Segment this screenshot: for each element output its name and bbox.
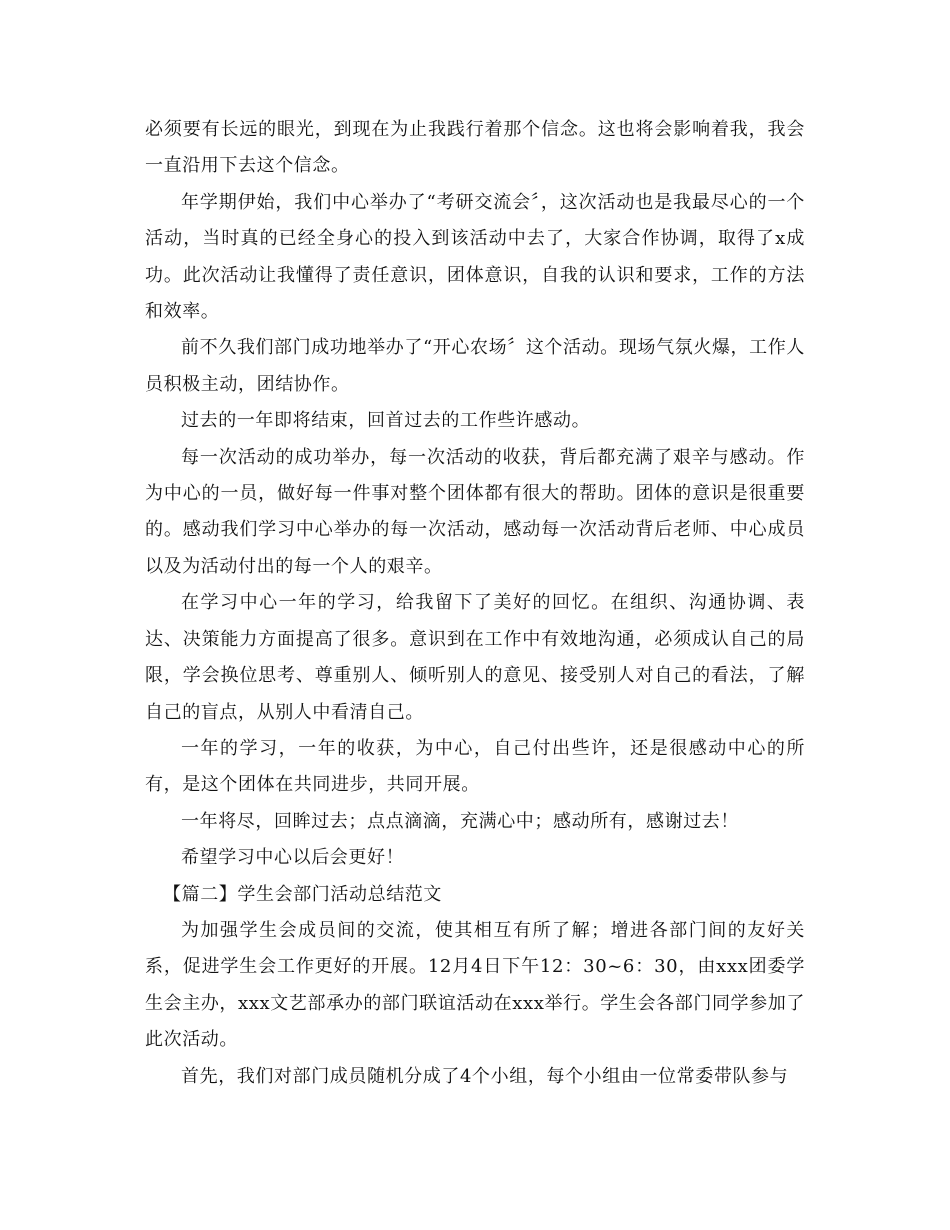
paragraph-happy-farm: 前不久我们部门成功地举办了“开心农场〞这个活动。现场气氛火爆，工作人员积极主动，团结协作。 xyxy=(145,337,805,395)
document-body xyxy=(145,112,805,1095)
paragraph-hope: 希望学习中心以后会更好！ xyxy=(181,847,405,869)
paragraph-year-of-study: 一年的学习，一年的收获，为中心，自己付出些许，还是很感动中心的所有，是这个团体在共同进步，共同开展。 xyxy=(145,737,805,796)
paragraph-first-groups: 首先，我们对部门成员随机分成了4个小组，每个小组由一位常委带队参与 xyxy=(181,1065,789,1087)
paragraph-every-activity: 每一次活动的成功举办，每一次活动的收获，背后都充满了艰辛与感动。作为中心的一员，做好每一件事对整个团体都有很大的帮助。团体的意识是很重要的。感动我们学习中心举办的每一次活动，感动每一次活动背后老师、中心成员以及为活动付出的每一个人的艰辛。 xyxy=(145,446,805,577)
paragraph-continuation: 必须要有长远的眼光，到现在为止我践行着那个信念。这也将会影响着我，我会一直沿用下去这个信念。 xyxy=(145,119,805,177)
paragraph-year-end-thanks: 一年将尽，回眸过去；点点滴滴，充满心中；感动所有，感谢过去！ xyxy=(181,810,739,832)
section-heading-part-two: 【篇二】学生会部门活动总结范文 xyxy=(163,883,442,905)
paragraph-year-ending: 过去的一年即将结束，回首过去的工作些许感动。 xyxy=(181,410,591,432)
paragraph-learning-center: 在学习中心一年的学习，给我留下了美好的回忆。在组织、沟通协调、表达、决策能力方面提高了很多。意识到在工作中有效地沟通，必须成认自己的局限，学会换位思考、尊重别人、倾听别人的意见、接受别人对自己的看法，了解自己的盲点，从别人中看清自己。 xyxy=(145,592,805,723)
paragraph-strengthen-exchange: 为加强学生会成员间的交流，使其相互有所了解；增进各部门间的友好关系，促进学生会工作更好的开展。12月4日下午12：30~6：30，由xxx团委学生会主办，xxx文艺部承办的部门联谊活动在xxx举行。学生会各部门同学参加了此次活动。 xyxy=(145,919,805,1051)
paragraph-exchange-meeting: 年学期伊始，我们中心举办了“考研交流会〞，这次活动也是我最尽心的一个活动，当时真的已经全身心的投入到该活动中去了，大家合作协调，取得了x成功。此次活动让我懂得了责任意识，团体意识，自我的认识和要求，工作的方法和效率。 xyxy=(145,191,805,323)
